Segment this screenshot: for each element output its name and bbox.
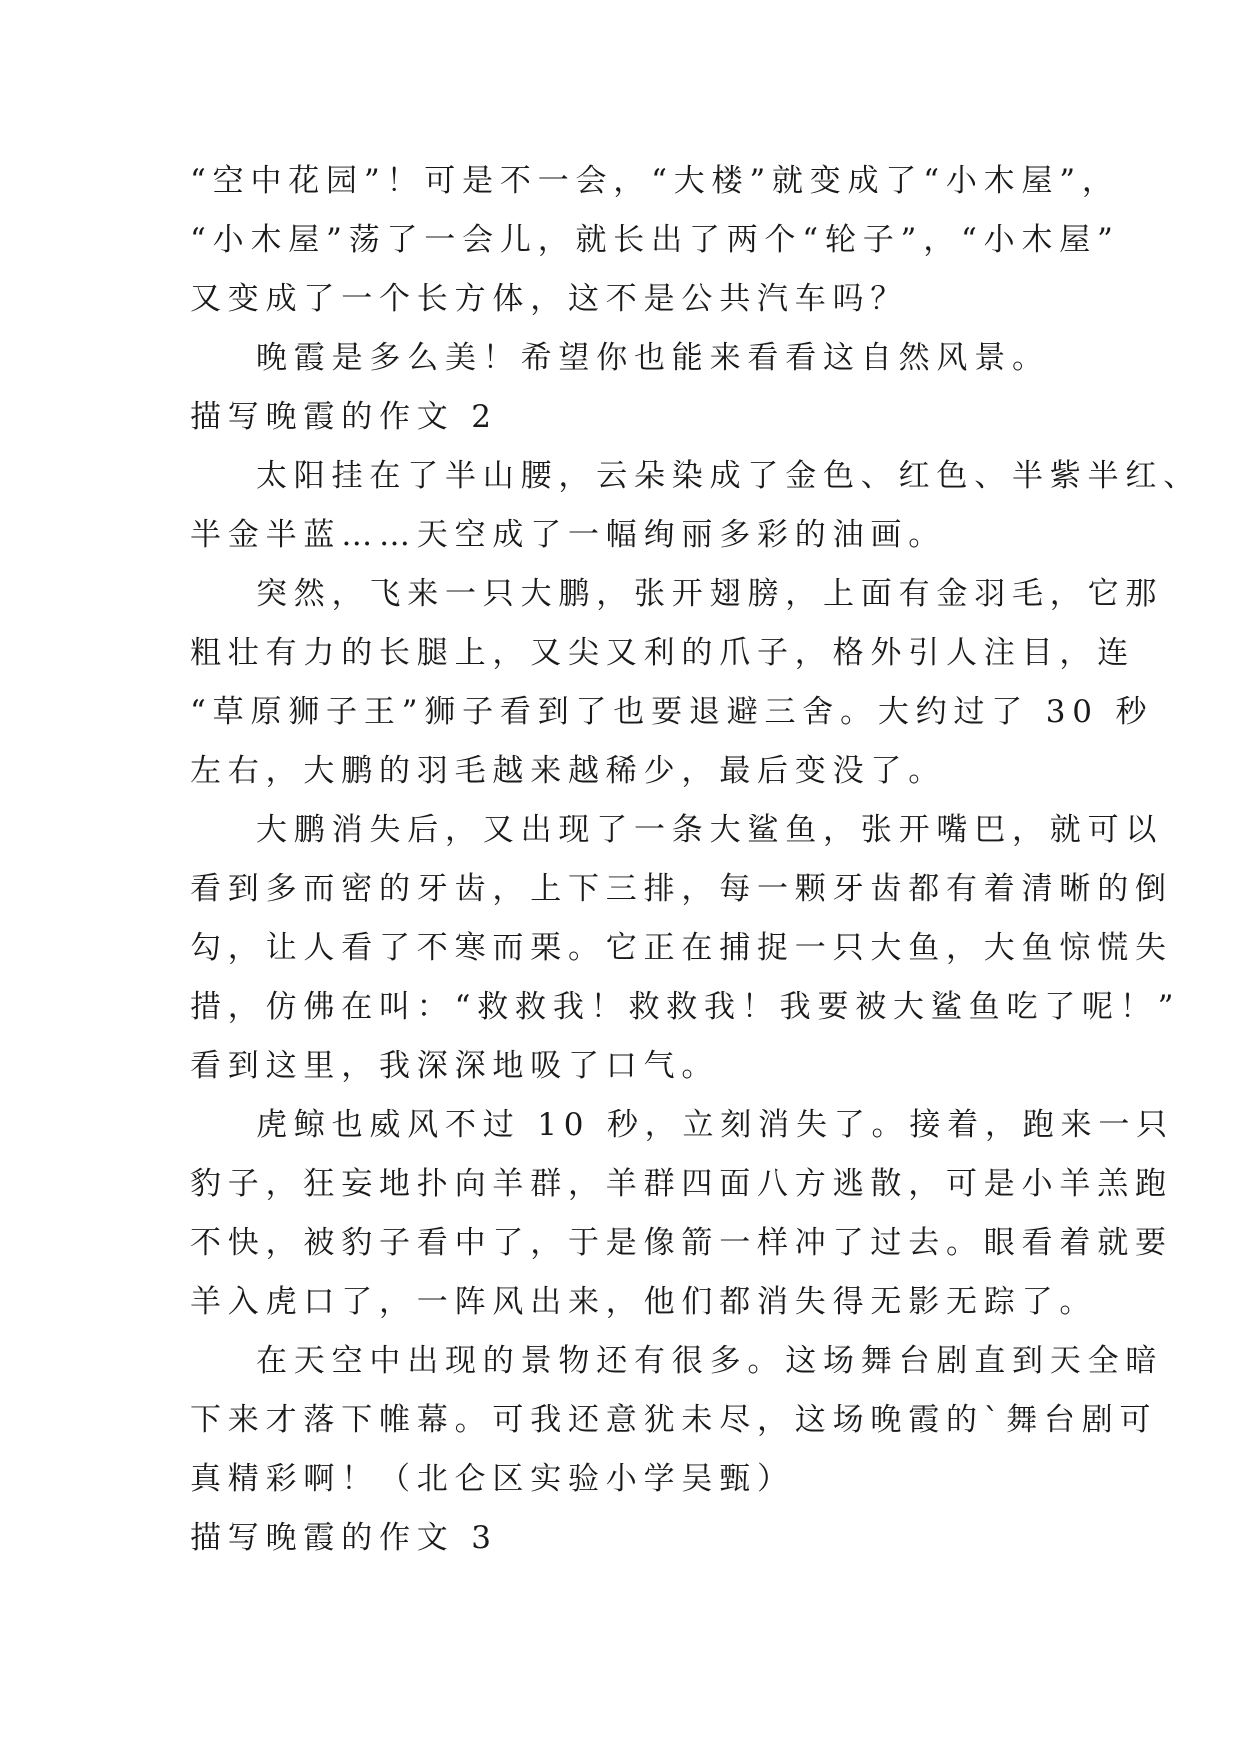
text-line: 下来才落下帷幕。可我还意犹未尽，这场晚霞的`舞台剧可 [190,1402,1158,1438]
text-line: 不快，被豹子看中了，于是像箭一样冲了过去。眼看着就要 [190,1225,1173,1261]
section-heading: 描写晚霞的作文 3 [190,1520,498,1556]
text-line: 措，仿佛在叫：“救救我！救救我！我要被大鲨鱼吃了呢！” [190,989,1181,1025]
section-heading: 描写晚霞的作文 2 [190,399,498,435]
text-line: “草原狮子王”狮子看到了也要退避三舍。大约过了 30 秒 [190,694,1154,730]
text-line: 真精彩啊！（北仑区实验小学吴甄） [190,1461,795,1497]
paragraph-start-line: 突然，飞来一只大鹏，张开翅膀，上面有金羽毛，它那 [256,576,1164,612]
document-body [190,152,1201,1568]
text-line: 又变成了一个长方体，这不是公共汽车吗？ [190,281,909,317]
paragraph-start-line: 在天空中出现的景物还有很多。这场舞台剧直到天全暗 [256,1343,1164,1379]
paragraph-start-line: 大鹏消失后，又出现了一条大鲨鱼，张开嘴巴，就可以 [256,812,1164,848]
text-line: 粗壮有力的长腿上，又尖又利的爪子，格外引人注目，连 [190,635,1135,671]
text-line: “小木屋”荡了一会儿，就长出了两个“轮子”，“小木屋” [190,222,1120,258]
text-line: 半金半蓝……天空成了一幅绚丽多彩的油画。 [190,517,946,553]
text-line: 左右，大鹏的羽毛越来越稀少，最后变没了。 [190,753,946,789]
paragraph-start-line: 晚霞是多么美！希望你也能来看看这自然风景。 [256,340,1050,376]
text-line: 羊入虎口了，一阵风出来，他们都消失得无影无踪了。 [190,1284,1098,1320]
text-line: 看到多而密的牙齿，上下三排，每一颗牙齿都有着清晰的倒 [190,871,1173,907]
text-line: 勾，让人看了不寒而栗。它正在捕捉一只大鱼，大鱼惊慌失 [190,930,1173,966]
paragraph-start-line: 虎鲸也威风不过 10 秒，立刻消失了。接着，跑来一只 [256,1107,1174,1143]
text-line: “空中花园”！可是不一会，“大楼”就变成了“小木屋”， [190,163,1120,199]
text-line: 看到这里，我深深地吸了口气。 [190,1048,720,1084]
text-line: 豹子，狂妄地扑向羊群，羊群四面八方逃散，可是小羊羔跑 [190,1166,1173,1202]
paragraph-start-line: 太阳挂在了半山腰，云朵染成了金色、红色、半紫半红、 [256,458,1201,494]
